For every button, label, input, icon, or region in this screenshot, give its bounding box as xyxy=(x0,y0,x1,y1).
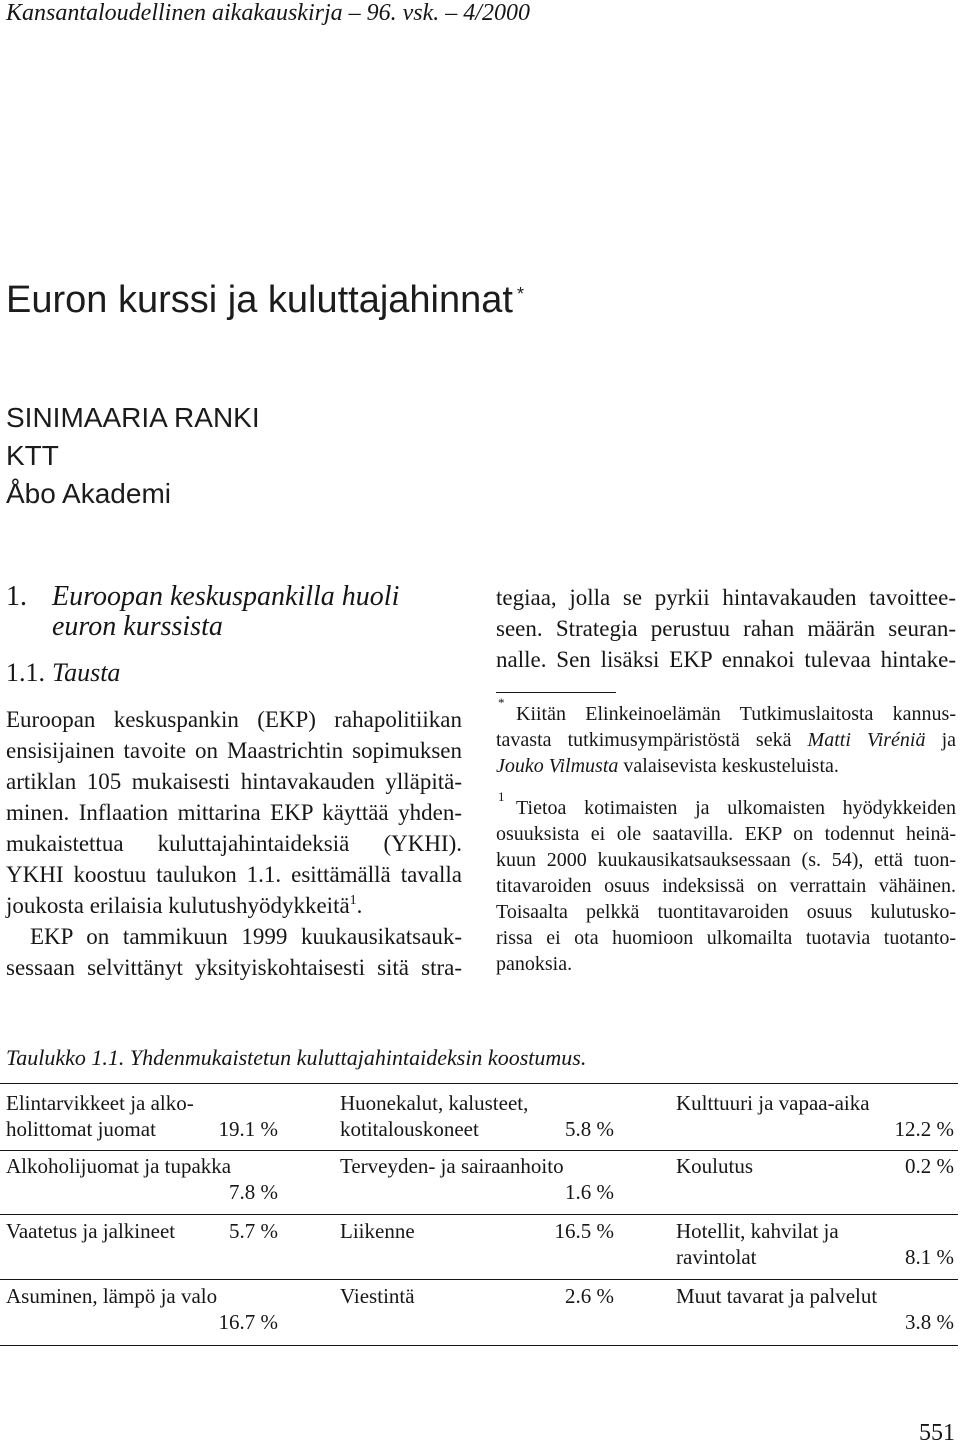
body-text-segment: joukosta erilaisia kulutushyödykkeitä xyxy=(6,893,350,918)
table-cell-line xyxy=(676,1309,954,1335)
table-cell-line xyxy=(340,1153,614,1179)
table-cell-line xyxy=(6,1090,278,1116)
weight-value: 7.8 % xyxy=(229,1180,278,1204)
weight-value: 2.6 % xyxy=(565,1284,614,1308)
table-cell-line xyxy=(340,1179,614,1205)
body-text-line xyxy=(6,890,462,921)
table-cell-line xyxy=(676,1244,954,1270)
weight-value: 0.2 % xyxy=(905,1154,954,1178)
category-label: kotitalouskoneet xyxy=(340,1117,479,1141)
weight-value: 8.1 % xyxy=(905,1245,954,1269)
weight-value: 5.8 % xyxy=(565,1117,614,1141)
weight-value: 3.8 % xyxy=(905,1310,954,1334)
running-header: Kansantaloudellinen aikakauskirja – 96. vsk. – 4/2000 xyxy=(6,0,530,26)
table-rule xyxy=(0,1150,958,1151)
weight-value: 1.6 % xyxy=(565,1180,614,1204)
table-cell xyxy=(340,1283,614,1309)
section-number: 1. xyxy=(6,581,27,612)
footnote-reference: 1 xyxy=(349,893,357,908)
footnote-text: ja xyxy=(925,729,957,751)
body-text-line: ensisijainen tavoite on Maastrichtin sopimuksen xyxy=(6,738,462,763)
category-label: Elintarvikkeet ja alko- xyxy=(6,1091,194,1115)
table-rule xyxy=(0,1345,958,1346)
section-title-line: euron kurssista xyxy=(52,611,223,642)
table-cell-line xyxy=(6,1116,278,1142)
table-cell-line xyxy=(340,1218,614,1244)
page-number: 551 xyxy=(919,1420,955,1446)
author-degree: KTT xyxy=(6,440,59,471)
footnote-mark: * xyxy=(498,695,505,710)
footnote-line xyxy=(496,727,956,753)
table-cell xyxy=(340,1153,614,1205)
table-rule xyxy=(0,1083,958,1084)
body-text-line: EKP on tammikuun 1999 kuukausikatsauk- xyxy=(30,924,462,949)
table-cell-line xyxy=(340,1116,614,1142)
footnote xyxy=(496,695,957,779)
category-label: Koulutus xyxy=(676,1154,754,1178)
body-text-line: mukaistettua kuluttajahintaideksiä (YKHI). xyxy=(6,831,462,856)
footnote-line xyxy=(496,695,956,727)
category-label: Asuminen, lämpö ja valo xyxy=(6,1284,218,1308)
footnote-line: osuuksista ei ole saatavilla. EKP on todennut heinä- xyxy=(496,823,956,845)
table-cell xyxy=(6,1218,278,1244)
footnote-text: tavasta tutkimusympäristöstä sekä xyxy=(496,729,808,751)
right-column-text xyxy=(496,582,956,675)
table-cell-line xyxy=(676,1218,954,1244)
category-label: Terveyden- ja sairaanhoito xyxy=(340,1154,564,1178)
body-text-segment: . xyxy=(356,893,363,918)
title-footnote-mark: * xyxy=(516,284,524,304)
weight-value: 12.2 % xyxy=(894,1117,954,1141)
body-text-line: YKHI koostuu taulukon 1.1. esittämällä tavalla xyxy=(6,862,462,887)
footnote-line: kuun 2000 kuukausikatsauksessaan (s. 54), että tuon- xyxy=(496,849,956,871)
author-name: SINIMAARIA RANKI xyxy=(6,402,260,433)
table-cell xyxy=(676,1283,954,1335)
left-column-text xyxy=(6,704,462,983)
section-title-line: Euroopan keskuspankilla huoli xyxy=(52,581,400,612)
category-label: Vaatetus ja jalkineet xyxy=(6,1219,176,1243)
body-text-line: seen. Strategia perustuu rahan määrän seuran- xyxy=(496,616,956,641)
body-text-line: tegiaa, jolla se pyrkii hintavakauden tavoittee- xyxy=(496,585,956,610)
category-label: holittomat juomat xyxy=(6,1117,156,1141)
footnote xyxy=(496,789,956,977)
body-text-line: artiklan 105 mukaisesti hintavakauden ylläpitä- xyxy=(6,769,462,794)
body-text-line: minen. Inflaation mittarina EKP käyttää yhden- xyxy=(6,800,462,825)
table-caption: Taulukko 1.1. Yhdenmukaistetun kuluttajahintaideksin koostumus. xyxy=(6,1045,587,1070)
footnote-line xyxy=(496,789,956,821)
category-label: Liikenne xyxy=(340,1219,415,1243)
footnote-text: Kiitän Elinkeinoelämän Tutkimuslaitosta kannus- xyxy=(516,703,956,725)
category-label: Huonekalut, kalusteet, xyxy=(340,1091,529,1115)
footnote-separator xyxy=(496,692,616,693)
table-cell-line xyxy=(340,1283,614,1309)
table-cell xyxy=(6,1283,278,1335)
footnote-line xyxy=(496,753,956,779)
table-rule xyxy=(0,1279,958,1280)
category-label: Kulttuuri ja vapaa-aika xyxy=(676,1091,870,1115)
footnote-line: panoksia. xyxy=(496,953,573,975)
person-name: Jouko Vilmusta xyxy=(496,755,619,777)
body-text-line: nalle. Sen lisäksi EKP ennakoi tulevaa hintake- xyxy=(496,647,956,672)
table-cell-line xyxy=(6,1309,278,1335)
table-cell xyxy=(676,1218,954,1270)
footnote-line: rissa ei ota huomioon ulkomailta tuotavia tuotanto- xyxy=(496,927,956,949)
footnote-text: Tietoa kotimaisten ja ulkomaisten hyödykkeiden xyxy=(516,797,956,819)
footnote-line: titavaroiden osuus indeksissä on verrattain vähäinen. xyxy=(496,875,956,897)
footnote-text: valaisevista keskusteluista. xyxy=(618,755,839,777)
table-cell xyxy=(6,1090,278,1142)
person-name: Matti Viréniä xyxy=(807,729,926,751)
category-label: Alkoholijuomat ja tupakka xyxy=(6,1154,232,1178)
footnote-mark: 1 xyxy=(498,789,505,804)
table-cell-line xyxy=(676,1116,954,1142)
table-cell xyxy=(676,1090,954,1142)
footnotes xyxy=(496,695,957,977)
subsection-number: 1.1. xyxy=(6,658,45,687)
table-cell-line xyxy=(676,1283,954,1309)
table-cell-line xyxy=(340,1090,614,1116)
table-cell xyxy=(6,1153,278,1205)
weight-value: 16.7 % xyxy=(218,1310,278,1334)
table-cell-line xyxy=(676,1153,954,1179)
table-cell xyxy=(340,1218,614,1244)
author-affiliation: Åbo Akademi xyxy=(6,478,171,509)
table-cell-line xyxy=(6,1153,278,1179)
table-cell-line xyxy=(6,1218,278,1244)
weight-value: 19.1 % xyxy=(218,1117,278,1141)
body-text-line: Euroopan keskuspankin (EKP) rahapolitiikan xyxy=(6,707,462,732)
article-title-text: Euron kurssi ja kuluttajahinnat xyxy=(6,279,513,321)
category-label: Hotellit, kahvilat ja xyxy=(676,1219,839,1243)
article-title xyxy=(6,278,524,328)
table-cell-line xyxy=(676,1090,954,1116)
category-label: Viestintä xyxy=(340,1284,415,1308)
weight-value: 16.5 % xyxy=(554,1219,614,1243)
table-cell-line xyxy=(6,1283,278,1309)
footnote-line: Toisaalta pelkkä tuontitavaroiden osuus kulutusko- xyxy=(496,901,956,923)
table-cell xyxy=(676,1153,954,1179)
body-text-line: sessaan selvittänyt yksityiskohtaisesti sitä stra- xyxy=(6,955,462,980)
subsection-title: Tausta xyxy=(52,658,121,687)
category-label: Muut tavarat ja palvelut xyxy=(676,1284,878,1308)
weight-value: 5.7 % xyxy=(229,1219,278,1243)
table-cell xyxy=(340,1090,614,1142)
table-rule xyxy=(0,1214,958,1215)
table-cell-line xyxy=(6,1179,278,1205)
category-label: ravintolat xyxy=(676,1245,757,1269)
